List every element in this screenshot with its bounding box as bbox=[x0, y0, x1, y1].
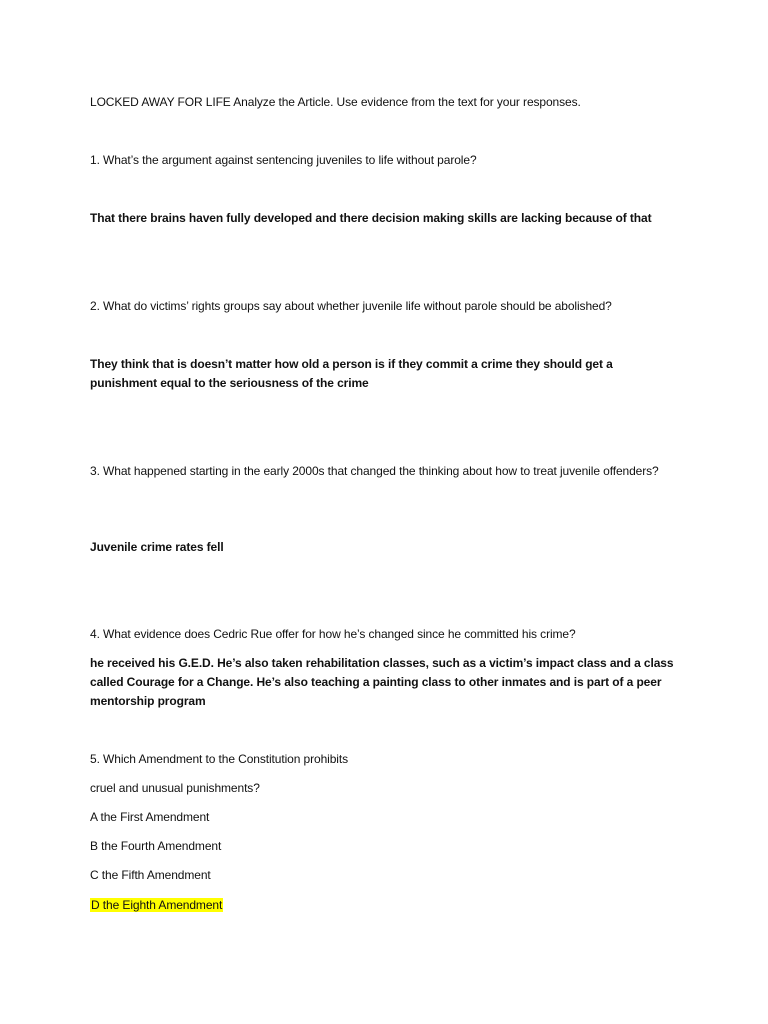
question-1: 1. What’s the argument against sentencing juveniles to life without parole? bbox=[90, 153, 477, 167]
option-d-line bbox=[90, 896, 690, 915]
question-3: 3. What happened starting in the early 2000s that changed the thinking about how to treat juvenile offenders? bbox=[90, 464, 659, 478]
question-2: 2. What do victims’ rights groups say about whether juvenile life without parole should be abolished? bbox=[90, 299, 612, 313]
question-5-line-1: 5. Which Amendment to the Constitution prohibits bbox=[90, 752, 349, 766]
answer-4: he received his G.E.D. He’s also taken rehabilitation classes, such as a victim’s impact class and a class called Courage for a Change. He’s also teaching a painting class to other inmates and is part of a peer mentorship program bbox=[90, 656, 674, 708]
answer-3: Juvenile crime rates fell bbox=[90, 540, 224, 554]
option-a: A the First Amendment bbox=[90, 810, 210, 824]
question-4: 4. What evidence does Cedric Rue offer for how he’s changed since he committed his crime? bbox=[90, 627, 576, 641]
question-5-line-2: cruel and unusual punishments? bbox=[90, 781, 260, 795]
option-b: B the Fourth Amendment bbox=[90, 839, 222, 853]
option-c: C the Fifth Amendment bbox=[90, 868, 211, 882]
answer-1: That there brains haven fully developed and there decision making skills are lacking because of that bbox=[90, 211, 652, 225]
option-d-highlighted: D the Eighth Amendment bbox=[91, 898, 223, 912]
answer-2: They think that is doesn’t matter how old a person is if they commit a crime they should get a punishment equal to the seriousness of the crime bbox=[90, 357, 613, 390]
document-header: LOCKED AWAY FOR LIFE Analyze the Article. Use evidence from the text for your responses. bbox=[90, 95, 581, 109]
